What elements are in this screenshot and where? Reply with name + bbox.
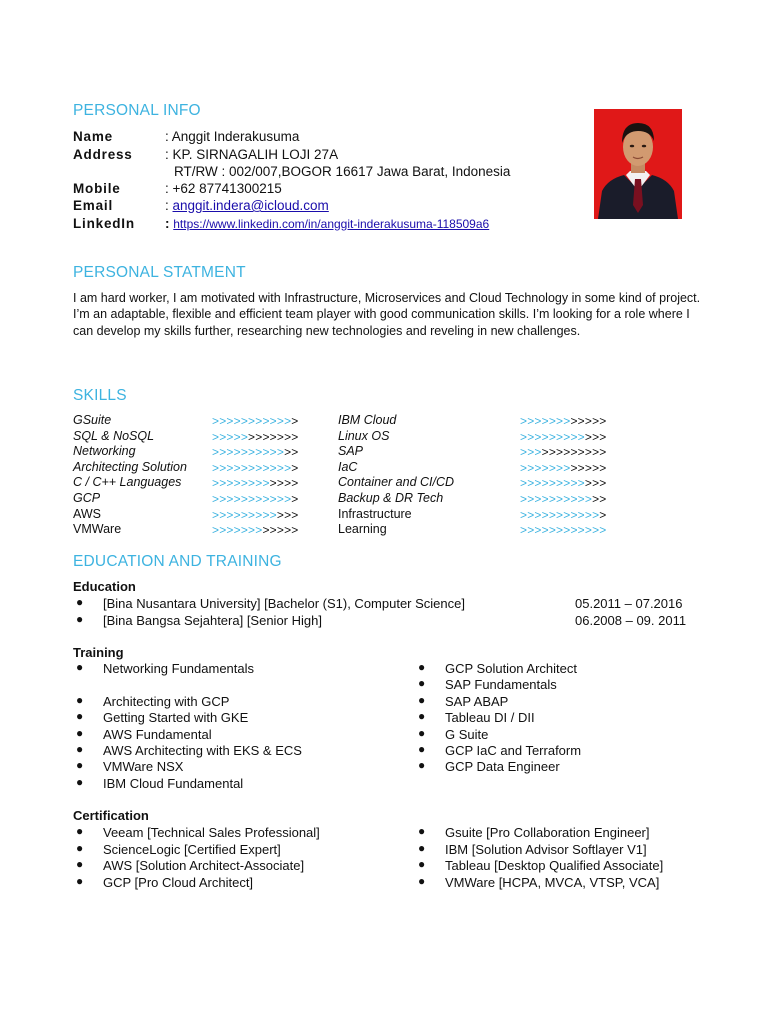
- skill-level-filled: >>>>>>>>>>>: [520, 507, 600, 522]
- bullet-icon: ●: [418, 840, 426, 855]
- skill-level-remaining: >>: [592, 492, 607, 506]
- skill-level-filled: >>>>>>>: [520, 460, 571, 475]
- education-item-text: [Bina Nusantara University] [Bachelor (S1), Computer Science]: [103, 596, 465, 611]
- certification-item-text: IBM [Solution Advisor Softlayer V1]: [445, 841, 647, 857]
- bullet-icon: ●: [76, 742, 84, 756]
- bullet-icon: ●: [418, 824, 426, 838]
- skill-level-bar: [520, 492, 607, 506]
- training-item-text: Architecting with GCP: [103, 693, 230, 709]
- education-item-text: [Bina Bangsa Sejahtera] [Senior High]: [103, 612, 322, 628]
- skill-level-remaining: >>>>: [269, 476, 299, 491]
- skill-level-remaining: >>>>>>>>>: [541, 445, 607, 460]
- skill-level-bar: [212, 508, 299, 522]
- skill-level-remaining: >: [291, 492, 299, 506]
- statement-paragraph-1: I am hard worker, I am motivated with Infrastructure, Microservices and Cloud Technology in some kind of project.: [73, 291, 701, 305]
- skill-level-filled: >>>>>>>>>>: [212, 445, 285, 460]
- skill-level-remaining: >>>>>: [570, 460, 607, 475]
- bullet-icon: ●: [76, 758, 84, 773]
- skill-level-filled: >>>>>>>>>: [520, 429, 585, 444]
- skill-level-remaining: >>>>>>>: [248, 429, 299, 444]
- skill-name: Container and CI/CD: [338, 475, 455, 490]
- profile-photo-illustration: [594, 109, 682, 219]
- skill-level-bar: [520, 508, 607, 522]
- skill-level-remaining: >>: [284, 445, 299, 460]
- skill-level-remaining: >>>: [276, 507, 299, 522]
- skill-level-bar: [520, 523, 607, 537]
- bullet-icon: ●: [418, 725, 426, 740]
- skill-name: SAP: [338, 444, 364, 459]
- skill-name: Networking: [73, 444, 136, 459]
- bullet-icon: ●: [76, 873, 84, 888]
- bullet-icon: ●: [418, 709, 426, 724]
- skill-level-filled: >>>>>>>>>>>>: [520, 523, 607, 538]
- bullet-icon: ●: [76, 595, 84, 609]
- education-date: 05.2011 – 07.2016: [575, 596, 683, 611]
- certification-label: Certification: [73, 808, 149, 823]
- certification-item-text: Gsuite [Pro Collaboration Engineer]: [445, 825, 650, 840]
- skill-name: Learning: [338, 522, 387, 537]
- skill-name: IBM Cloud: [338, 413, 397, 427]
- linkedin-label: LinkedIn: [73, 216, 135, 231]
- statement-paragraph-2: I’m an adaptable, flexible and efficient team player with good communication skills. I’m looking for a role where I can develop my skills further, researching new technologies and reveling in new challenges.: [73, 307, 690, 338]
- training-item-text: IBM Cloud Fundamental: [103, 775, 244, 791]
- certification-item-text: Veeam [Technical Sales Professional]: [103, 825, 320, 840]
- education-label: Education: [73, 579, 136, 594]
- statement-body: [73, 290, 703, 339]
- skill-level-remaining: >: [291, 414, 299, 428]
- training-item-text: GCP Solution Architect: [445, 661, 577, 676]
- skill-level-remaining: >>>: [584, 476, 607, 491]
- education-heading: EDUCATION AND TRAINING: [73, 553, 282, 570]
- skill-level-filled: >>>>>>>>>>>: [212, 414, 292, 428]
- mobile-value: : +62 87741300215: [165, 181, 282, 196]
- mobile-label: Mobile: [73, 181, 121, 196]
- bullet-icon: ●: [418, 742, 426, 756]
- bullet-icon: ●: [418, 758, 426, 773]
- skill-level-bar: [212, 445, 299, 459]
- email-label: Email: [73, 198, 114, 213]
- skill-level-remaining: >>>: [584, 429, 607, 444]
- skill-name: SQL & NoSQL: [73, 428, 155, 443]
- name-value: : Anggit Inderakusuma: [165, 129, 300, 144]
- bullet-icon: ●: [76, 857, 84, 872]
- certification-item-text: ScienceLogic [Certified Expert]: [103, 841, 281, 857]
- skill-level-filled: >>>>>: [212, 429, 249, 444]
- bullet-icon: ●: [418, 692, 426, 707]
- linkedin-colon: :: [165, 216, 174, 231]
- skill-level-remaining: >>>>>: [262, 523, 299, 538]
- skill-name: IaC: [338, 459, 358, 474]
- skill-name: AWS: [73, 506, 102, 521]
- skill-level-filled: >>>>>>>>>: [212, 507, 277, 522]
- address-line2: RT/RW : 002/007,BOGOR 16617 Jawa Barat, Indonesia: [174, 164, 511, 179]
- training-item-text: SAP ABAP: [445, 693, 509, 709]
- skill-level-filled: >>>>>>>>>: [520, 476, 585, 491]
- skill-name: VMWare: [73, 522, 122, 537]
- bullet-icon: ●: [418, 660, 426, 674]
- training-item-text: Tableau DI / DII: [445, 710, 535, 726]
- skill-level-bar: [212, 430, 299, 444]
- training-item-text: AWS Architecting with EKS & ECS: [103, 743, 302, 758]
- email-colon: :: [165, 198, 173, 213]
- training-label: Training: [73, 645, 124, 660]
- skill-level-remaining: >: [599, 507, 607, 522]
- training-item-text: SAP Fundamentals: [445, 677, 557, 693]
- skill-level-bar: [212, 476, 299, 490]
- name-label: Name: [73, 129, 113, 144]
- profile-photo: [594, 109, 682, 219]
- bullet-icon: ●: [76, 840, 84, 855]
- bullet-icon: ●: [76, 709, 84, 724]
- training-item-text: GCP Data Engineer: [445, 759, 560, 775]
- skill-level-filled: >>>>>>>>>>>: [212, 492, 292, 506]
- linkedin-link[interactable]: https://www.linkedin.com/in/anggit-inderakusuma-118509a6: [173, 217, 490, 231]
- email-value-wrap: [165, 197, 329, 215]
- personal-info-heading: PERSONAL INFO: [73, 102, 201, 119]
- training-item-text: VMWare NSX: [103, 759, 184, 775]
- skill-level-filled: >>>>>>>: [520, 414, 571, 428]
- bullet-icon: ●: [418, 873, 426, 888]
- email-link[interactable]: anggit.indera@icloud.com: [172, 198, 329, 213]
- bullet-icon: ●: [76, 660, 84, 674]
- skill-level-bar: [212, 414, 299, 428]
- skill-level-filled: >>>>>>>: [212, 523, 263, 538]
- bullet-icon: ●: [76, 611, 84, 626]
- statement-heading: PERSONAL STATMENT: [73, 264, 246, 281]
- bullet-icon: ●: [76, 774, 84, 789]
- training-item-text: GCP IaC and Terraform: [445, 743, 582, 758]
- skill-level-remaining: >: [291, 460, 299, 475]
- skill-level-bar: [212, 523, 299, 537]
- training-item-text: Getting Started with GKE: [103, 710, 249, 726]
- skill-level-filled: >>>>>>>>>>>: [212, 460, 292, 475]
- skill-level-remaining: >>>>>: [570, 414, 607, 428]
- bullet-icon: ●: [418, 676, 426, 691]
- training-item-text: Networking Fundamentals: [103, 661, 255, 676]
- skill-level-bar: [212, 461, 299, 475]
- address-label: Address: [73, 147, 133, 162]
- skill-name: Architecting Solution: [73, 459, 187, 474]
- skill-name: GSuite: [73, 413, 112, 427]
- skill-name: Infrastructure: [338, 506, 412, 521]
- certification-item-text: GCP [Pro Cloud Architect]: [103, 874, 254, 890]
- certification-item-text: Tableau [Desktop Qualified Associate]: [445, 858, 664, 874]
- skill-level-bar: [212, 492, 299, 506]
- bullet-icon: ●: [76, 692, 84, 707]
- skill-name: Backup & DR Tech: [338, 491, 444, 505]
- skill-level-bar: [520, 445, 607, 459]
- address-line1: : KP. SIRNAGALIH LOJI 27A: [165, 147, 339, 162]
- linkedin-value-wrap: [165, 215, 489, 233]
- skill-level-bar: [520, 461, 607, 475]
- bullet-icon: ●: [76, 725, 84, 740]
- bullet-icon: ●: [418, 857, 426, 872]
- skill-name: C / C++ Languages: [73, 475, 182, 490]
- training-item-text: AWS Fundamental: [103, 726, 212, 742]
- skill-name: GCP: [73, 491, 101, 505]
- skill-level-bar: [520, 414, 607, 428]
- skill-name: Linux OS: [338, 428, 390, 443]
- training-item-text: G Suite: [445, 726, 489, 742]
- skill-level-filled: >>>>>>>>>>: [520, 492, 593, 506]
- bullet-icon: ●: [76, 824, 84, 838]
- skill-level-filled: >>>: [520, 445, 542, 460]
- education-date: 06.2008 – 09. 2011: [575, 612, 687, 628]
- skills-heading: SKILLS: [73, 387, 127, 404]
- skill-level-filled: >>>>>>>>: [212, 476, 270, 491]
- certification-item-text: AWS [Solution Architect-Associate]: [103, 858, 305, 874]
- certification-item-text: VMWare [HCPA, MVCA, VTSP, VCA]: [445, 874, 660, 890]
- skill-level-bar: [520, 476, 607, 490]
- skill-level-bar: [520, 430, 607, 444]
